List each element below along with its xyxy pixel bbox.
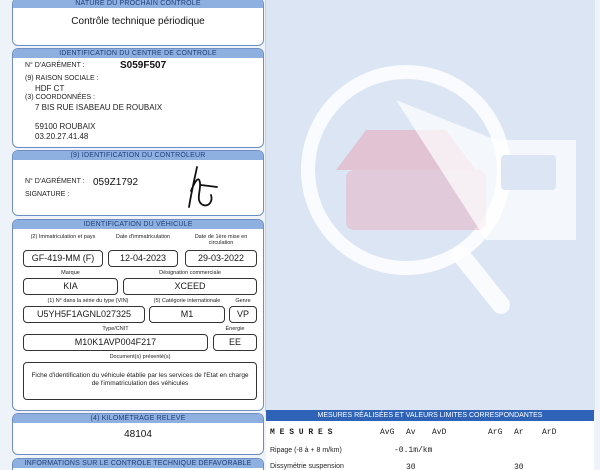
col-av: Av [406,428,416,437]
car-watermark-icon [286,60,586,320]
controleur-agrement-label: N° D'AGRÉMENT : [25,178,85,185]
address-line1: 7 BIS RUE ISABEAU DE ROUBAIX [35,103,163,112]
type-label: Type/CNIT [102,326,129,332]
nature-value: Contrôle technique périodique [71,16,205,27]
phone: 03.20.27.41.48 [35,132,89,141]
col-arg: ArG [488,428,503,437]
controleur-section [12,150,264,216]
marque-label: Marque [61,270,80,276]
col-avd: AvD [432,428,447,437]
ripage-value: -0.1m/km [394,446,433,455]
nature-section [12,0,264,46]
documents-value: Fiche d'identification du véhicule établie par les services de l'Etat en charge de l'immatriculation des véhicules [31,372,249,387]
mesures-title: M E S U R E S [270,428,333,437]
genre-label: Genre [235,298,251,304]
centre-agrement-label: N° D'AGRÉMENT : [25,62,85,69]
kilometrage-header: (4) KILOMÉTRAGE RELEVÉ [13,414,263,423]
immat-label: (2) Immatriculation et pays [30,234,96,240]
documents-label: Document(s) présenté(s) [109,354,171,360]
centre-section [12,48,264,148]
defavorable-header: INFORMATIONS SUR LE CONTRÔLE TECHNIQUE DÉFAVORABLE [13,459,263,468]
address-line2: 59100 ROUBAIX [35,122,96,131]
raison-label: (9) RAISON SOCIALE : [25,75,99,82]
centre-header: IDENTIFICATION DU CENTRE DE CONTRÔLE [13,49,263,58]
row2-value-a: 30 [406,463,416,470]
genre-value: VP [229,306,257,323]
date-immat-value: 12-04-2023 [108,250,178,267]
vin-label: (1) N° dans la série du type (VIN) [47,298,129,304]
energie-value: EE [213,334,257,351]
designation-label: Désignation commerciale [159,270,221,276]
vehicule-header: IDENTIFICATION DU VÉHICULE [13,220,263,229]
categorie-label: (5) Catégorie internationale [153,298,221,304]
energie-label: Énergie [225,326,245,332]
mesures-header: MESURES RÉALISÉES ET VALEURS LIMITES CORRESPONDANTES [266,410,594,421]
designation-value: XCEED [123,278,257,295]
categorie-value: M1 [149,306,225,323]
type-value: M10K1AVP004F217 [23,334,208,351]
row2-label: Dissymétrie suspension [270,463,344,470]
col-avg: AvG [380,428,395,437]
coord-label: (3) COORDONNÉES : [25,94,96,101]
signature-mark-icon [173,161,225,213]
col-ar: Ar [514,428,524,437]
controleur-header: (9) IDENTIFICATION DU CONTRÔLEUR [13,151,263,160]
date-circ-value: 29-03-2022 [185,250,257,267]
vehicule-section [12,219,264,411]
signature-label: SIGNATURE : [25,191,70,198]
kilometrage-value: 48104 [124,429,152,440]
date-circ-label: Date de 1ère mise en circulation [194,234,248,246]
marque-value: KIA [23,278,118,295]
documents-box [23,362,257,400]
centre-agrement-value: S059F507 [120,60,167,71]
controleur-agrement-value: 059Z1792 [93,177,139,188]
right-panel [265,0,595,412]
nature-header: NATURE DU PROCHAIN CONTRÔLE [13,0,263,8]
row2-value-b: 30 [514,463,524,470]
col-ard: ArD [542,428,557,437]
vin-value: U5YH5F1AGNL027325 [23,306,145,323]
defavorable-section [12,458,264,470]
ripage-label: Ripage (-8 à + 8 m/km) [270,447,342,454]
kilometrage-section [12,413,264,455]
mesures-table [266,421,594,470]
raison-value: HDF CT [35,84,65,93]
immat-value: GF-419-MM (F) [23,250,103,267]
date-immat-label: Date d'immatriculation [115,234,171,240]
